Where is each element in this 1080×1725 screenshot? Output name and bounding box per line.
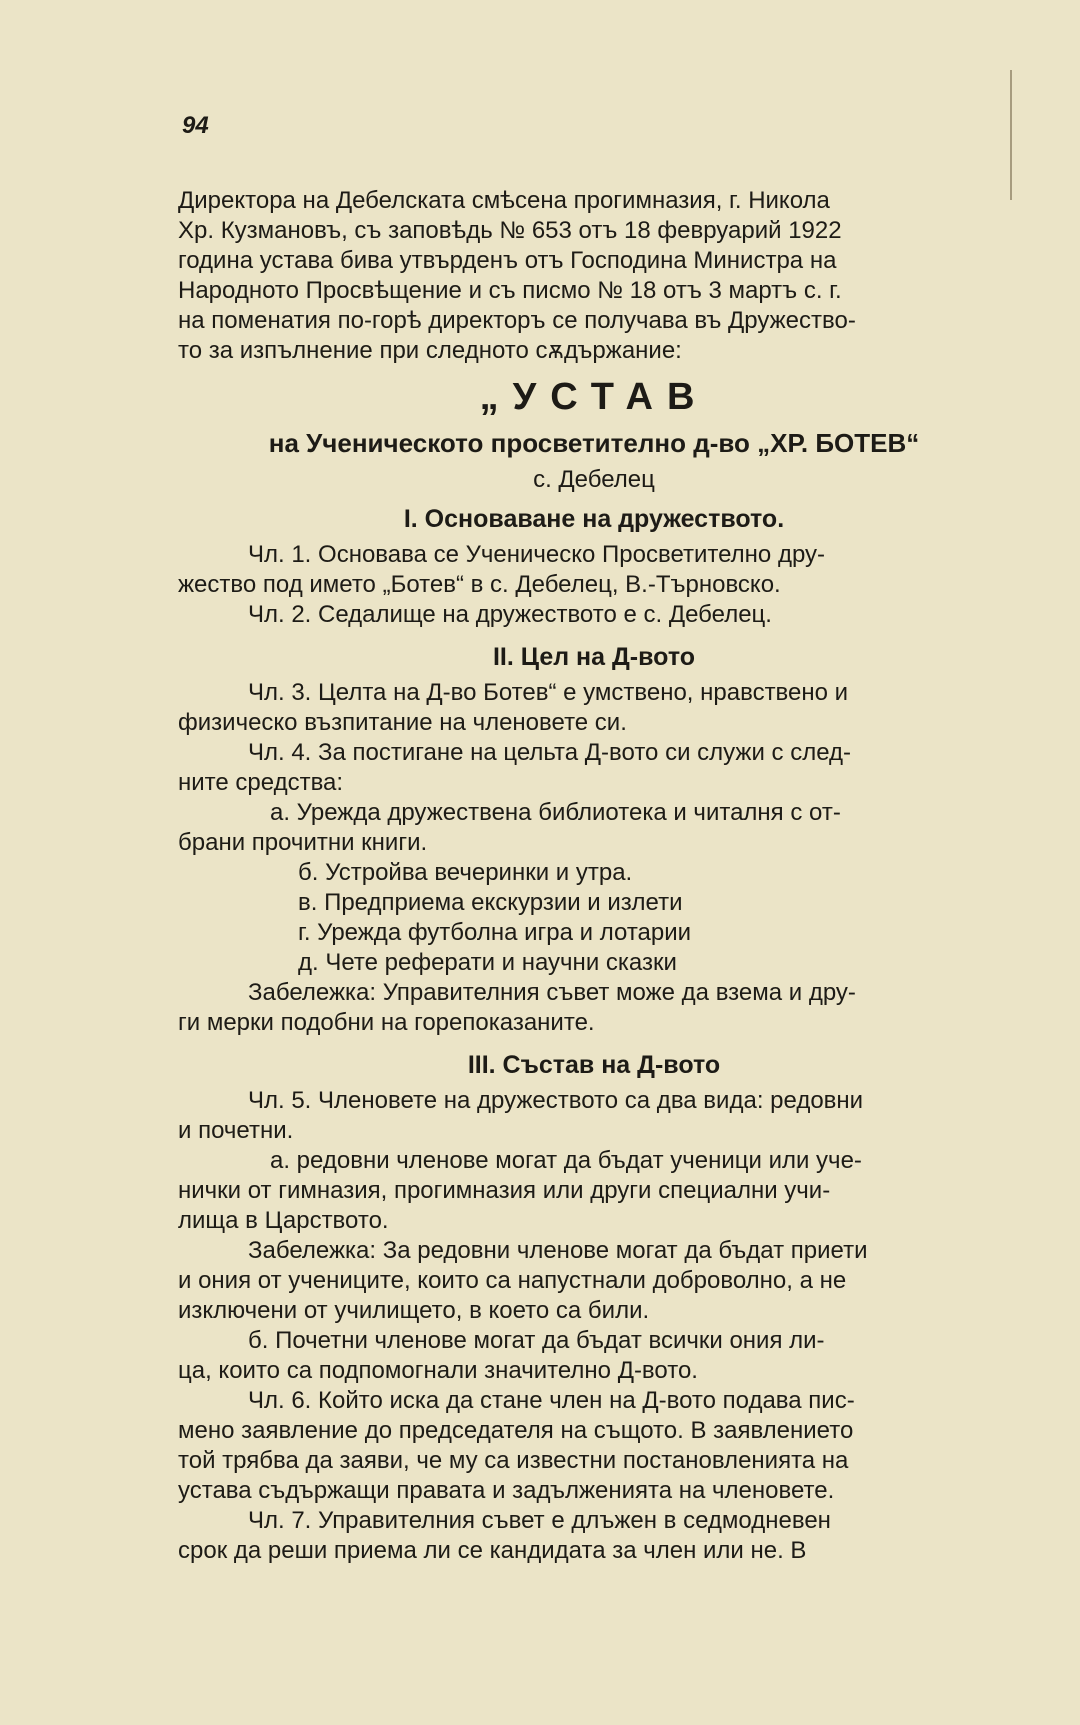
intro-line: Хр. Кузмановъ, съ заповѣдь № 653 отъ 18 февруарий 1922 xyxy=(178,217,842,244)
means-item-a: брани прочитни книги. xyxy=(178,829,428,856)
section-heading-founding: I. Основаване на дружеството. xyxy=(403,505,785,533)
article-1-line: жество под името „Ботев“ в с. Дебелец, В.-Търновско. xyxy=(178,571,781,598)
note-line: Забележка: Управителния съвет може да взема и дру- xyxy=(248,979,856,1006)
means-item-b: б. Устройва вечеринки и утра. xyxy=(298,859,633,886)
article-2-line: Чл. 2. Седалище на дружеството е с. Дебелец. xyxy=(248,601,772,628)
page-number: 94 xyxy=(182,112,209,139)
article-1-line: Чл. 1. Основава се Ученическо Просветително дру- xyxy=(248,541,826,568)
article-3-line: Чл. 3. Целта на Д-во Ботев“ е умствено, нравствено и xyxy=(248,679,849,706)
note-line: ги мерки подобни на горепоказаните. xyxy=(178,1009,595,1036)
note-line: и ония от учениците, които са напустнали доброволно, а не xyxy=(178,1267,847,1294)
means-item-d: д. Чете реферати и научни сказки xyxy=(298,949,677,976)
members-item-b: б. Почетни членове могат да бъдат всички ония ли- xyxy=(248,1327,825,1354)
means-item-a: а. Урежда дружествена библиотека и читалня с от- xyxy=(270,799,841,826)
place-name: с. Дебелец xyxy=(533,466,655,493)
members-item-a: а. редовни членове могат да бъдат ученици или уче- xyxy=(270,1147,862,1174)
intro-line: на поменатия по-горѣ директоръ се получава въ Дружество- xyxy=(178,307,856,334)
means-item-g: г. Урежда футболна игра и лотарии xyxy=(298,919,692,946)
note-line: Забележка: За редовни членове могат да бъдат приети xyxy=(248,1237,868,1264)
article-7-line: срок да реши приема ли се кандидата за член или не. В xyxy=(178,1537,807,1564)
article-6-line: той трябва да заяви, че му са известни постановленията на xyxy=(178,1447,849,1474)
article-7-line: Чл. 7. Управителния съвет е длъжен в седмодневен xyxy=(248,1507,831,1534)
section-heading-aim: II. Цел на Д-вото xyxy=(492,643,696,671)
statute-title: „УСТАВ xyxy=(479,376,709,418)
note-line: изключени от училището, в което са били. xyxy=(178,1297,650,1324)
article-6-line: устава съдържащи правата и задълженията на членовете. xyxy=(178,1477,835,1504)
society-subtitle: на Ученическото просветително д-во „ХР. БОТЕВ“ xyxy=(268,428,920,458)
members-item-a: лища в Царството. xyxy=(178,1207,389,1234)
intro-line: година устава бива утвърденъ отъ Господина Министра на xyxy=(178,247,837,274)
means-item-v: в. Предприема екскурзии и излети xyxy=(298,889,683,916)
article-4-line: Чл. 4. За постигане на цельта Д-вото си служи с след- xyxy=(248,739,852,766)
article-5-line: и почетни. xyxy=(178,1117,294,1144)
members-item-a: нички от гимназия, прогимназия или други специални учи- xyxy=(178,1177,831,1204)
article-4-line: ните средства: xyxy=(178,769,344,796)
intro-line: то за изпълнение при следното сѫдържание: xyxy=(178,337,682,364)
members-item-b: ца, които са подпомогнали значително Д-вото. xyxy=(178,1357,698,1384)
intro-line: Народното Просвѣщение и съ писмо № 18 отъ 3 мартъ с. г. xyxy=(178,277,842,304)
intro-line: Директора на Дебелската смѣсена прогимназия, г. Никола xyxy=(178,187,830,214)
article-6-line: Чл. 6. Който иска да стане член на Д-вото подава пис- xyxy=(248,1387,855,1414)
article-3-line: физическо възпитание на членовете си. xyxy=(178,709,627,736)
article-6-line: мено заявление до председателя на същото. В заявлението xyxy=(178,1417,854,1444)
page-edge-mark xyxy=(1010,70,1012,200)
article-5-line: Чл. 5. Членовете на дружеството са два вида: редовни xyxy=(248,1087,864,1114)
section-heading-membership: III. Състав на Д-вото xyxy=(467,1051,721,1079)
document-body xyxy=(178,186,1010,1566)
